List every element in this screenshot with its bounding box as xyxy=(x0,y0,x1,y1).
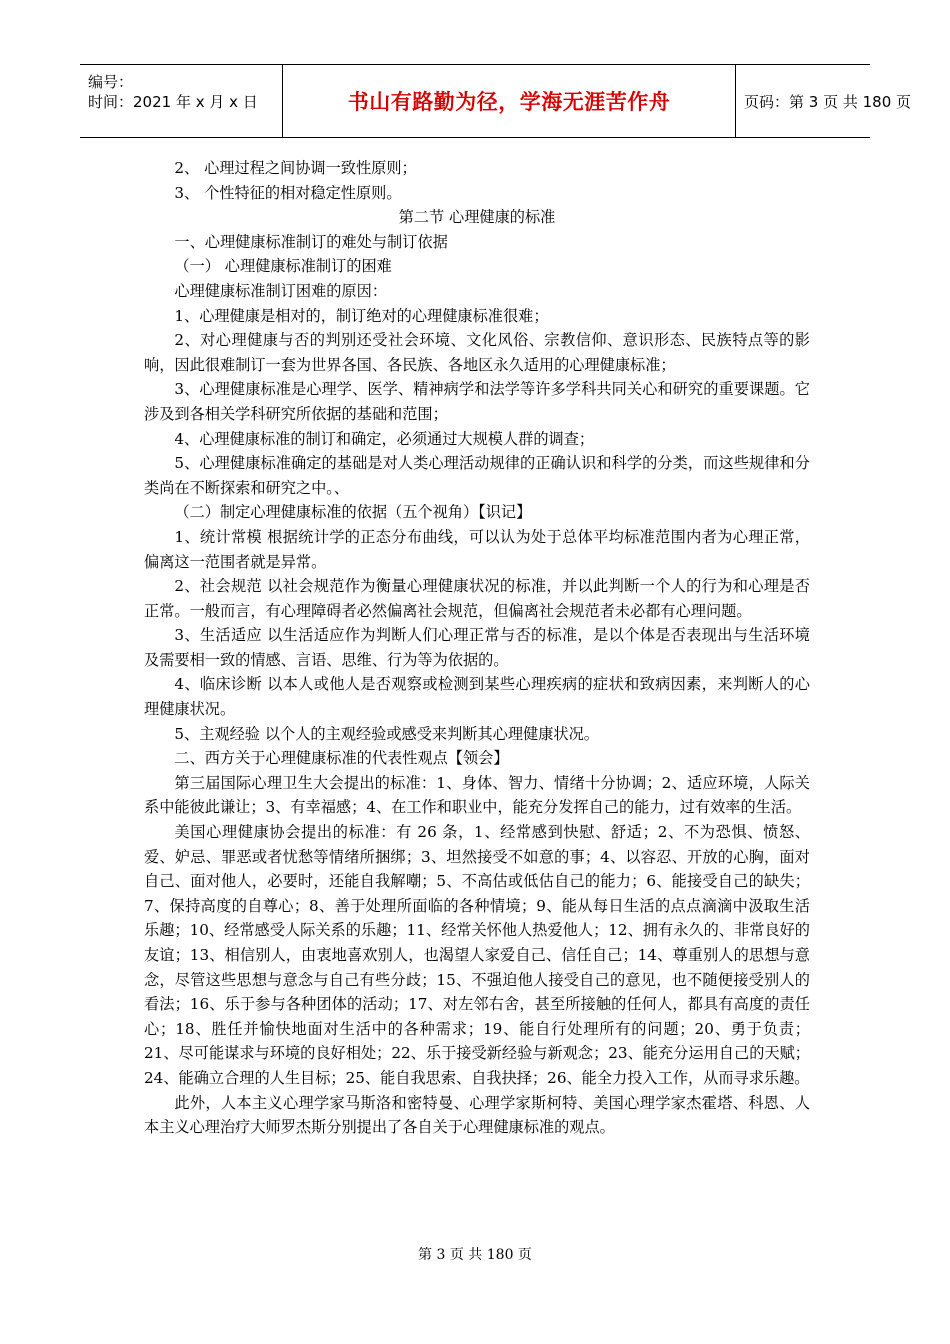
header-motto: 书山有路勤为径，学海无涯苦作舟 xyxy=(283,65,736,137)
paragraph: 3、心理健康标准是心理学、医学、精神病学和法学等许多学科共同关心和研究的重要课题。它涉及到各相关学科研究所依据的基础和范围； xyxy=(144,380,810,423)
section-heading: 第二节 心理健康的标准 xyxy=(398,208,556,227)
paragraph: 4、临床诊断 以本人或他人是否观察或检测到某些心理疾病的症状和致病因素，来判断人的心理健康状况。 xyxy=(144,675,810,719)
header-code-label: 编号： xyxy=(88,73,134,91)
paragraph: 3、生活适应 以生活适应作为判断人们心理正常与否的标准，是以个体是否表现出与生活环境及需要相一致的情感、言语、思维、行为等为依据的。 xyxy=(144,626,810,669)
paragraph: 1、心理健康是相对的，制订绝对的心理健康标准很难； xyxy=(174,306,549,325)
paragraph: 5、心理健康标准确定的基础是对人类心理活动规律的正确认识和科学的分类，而这些规律和分类尚在不断探索和研究之中。、 xyxy=(144,454,810,497)
subheading: 二、西方关于心理健康标准的代表性观点【领会】 xyxy=(174,749,509,768)
header-page-info: 页码：第 3 页 共 180 页 xyxy=(744,92,912,111)
subheading: （二）制定心理健康标准的依据（五个视角）【识记】 xyxy=(174,503,532,522)
paragraph: 此外，人本主义心理学家马斯洛和密特曼、心理学家斯柯特、美国心理学家杰霍塔、科恩、人本主义心理治疗大师罗杰斯分别提出了各自关于心理健康标准的观点。 xyxy=(144,1093,810,1137)
document-body xyxy=(144,156,810,1140)
paragraph: 2、对心理健康与否的判别还受社会环境、文化风俗、宗教信仰、意识形态、民族特点等的影响，因此很难制订一套为世界各国、各民族、各地区永久适用的心理健康标准； xyxy=(144,331,810,374)
paragraph: 心理健康标准制订困难的原因： xyxy=(174,281,388,300)
page-footer: 第 3 页 共 180 页 xyxy=(418,1247,532,1263)
subheading: 一、心理健康标准制订的难处与制订依据 xyxy=(174,232,448,251)
paragraph: 美国心理健康协会提出的标准：有 26 条，1、经常感到快慰、舒适；2、不为恐惧、愤怒、爱、妒忌、罪恶或者忧愁等情绪所捆绑；3、坦然接受不如意的事；4、以容忍、开放的心胸，面对自己、面对他人，必要时，还能自我解嘲；5、不高估或低估自己的能力；6、能接受自己的缺失；7、保持高度的自尊心；8、善于处理所面临的各种情境；9、能从每日生活的点点滴滴中汲取生活乐趣；10、经常感受人际关系的乐趣；11、经常关怀他人热爱他人；12、拥有永久的、非常良好的友谊；13、相信别人，由衷地喜欢别人，也渴望人家爱自己、信任自己；14、尊重别人的思想与意念，尽管这些思想与意念与自己有些分歧；15、不强迫他人接受自己的意见，也不随便接受别人的看法；16、乐于参与各种团体的活动；17、对左邻右舍，甚至所接触的任何人，都具有高度的责任心；18、胜任并愉快地面对生活中的各种需求；19、能自行处理所有的问题；20、勇于负责；21、尽可能谋求与环境的良好相处；22、乐于接受新经验与新观念；23、能充分运用自己的天赋；24、能确立合理的人生目标；25、能自我思索、自我抉择；26、能全力投入工作，从而寻求乐趣。 xyxy=(144,823,810,1087)
header-date-label: 时间：2021 年 x 月 x 日 xyxy=(88,93,258,111)
paragraph: 2、社会规范 以社会规范作为衡量心理健康状况的标准，并以此判断一个人的行为和心理是否正常。一般而言，有心理障碍者必然偏离社会规范，但偏离社会规范者未必都有心理问题。 xyxy=(144,577,810,620)
paragraph: 5、主观经验 以个人的主观经验或感受来判断其心理健康状况。 xyxy=(174,724,599,743)
paragraph: 3、 个性特征的相对稳定性原则。 xyxy=(174,183,402,202)
paragraph: 第三届国际心理卫生大会提出的标准：1、身体、智力、情绪十分协调；2、适应环境，人际关系中能彼此谦让；3、有幸福感；4、在工作和职业中，能充分发挥自己的能力，过有效率的生活。 xyxy=(144,773,810,817)
paragraph: 2、 心理过程之间协调一致性原则； xyxy=(174,159,417,177)
subheading: （一） 心理健康标准制订的困难 xyxy=(174,257,392,276)
document-header xyxy=(80,64,912,138)
paragraph: 1、统计常模 根据统计学的正态分布曲线，可以认为处于总体平均标准范围内者为心理正常，偏离这一范围者就是异常。 xyxy=(144,527,810,571)
paragraph: 4、心理健康标准的制订和确定，必须通过大规模人群的调查； xyxy=(174,429,595,448)
header-meta-cell xyxy=(80,65,283,137)
